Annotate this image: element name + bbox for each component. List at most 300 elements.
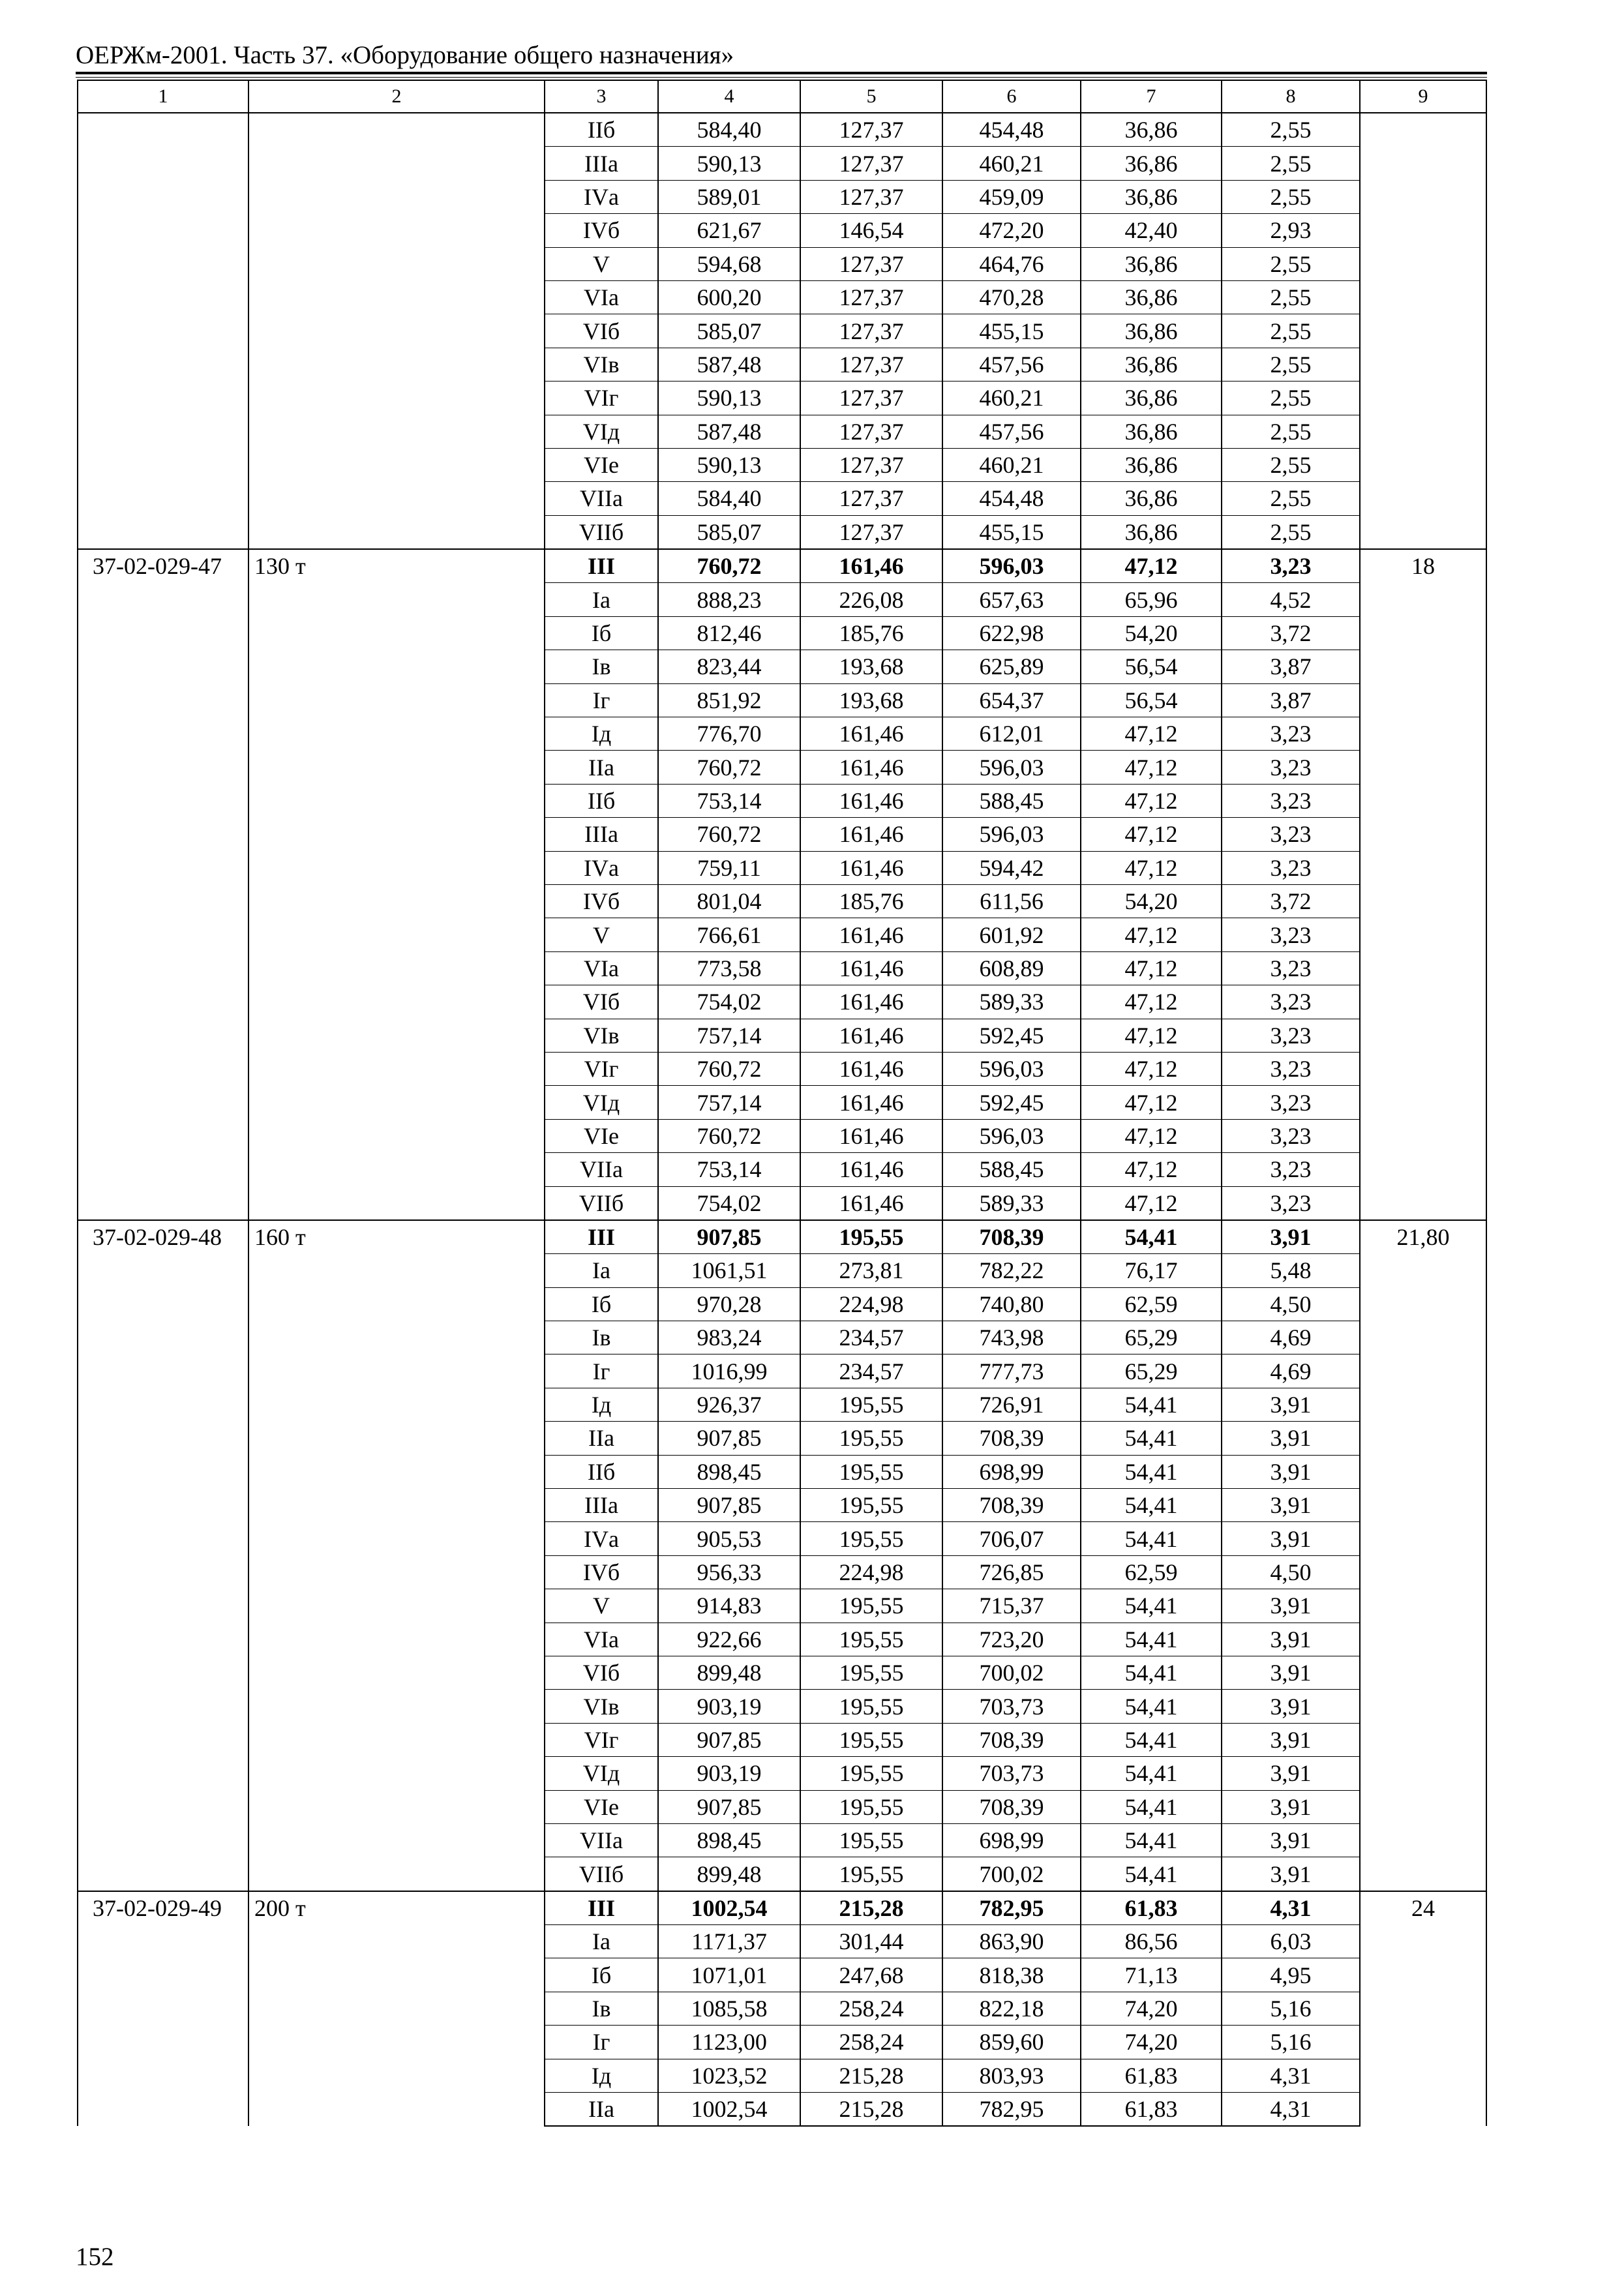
value-cell: 74,20 (1081, 2026, 1222, 2059)
value-cell: 234,57 (800, 1354, 942, 1388)
value-cell: 708,39 (942, 1790, 1081, 1823)
zone-cell: Iг (545, 683, 658, 717)
value-cell: 3,23 (1222, 918, 1360, 951)
value-cell: 56,54 (1081, 650, 1222, 683)
value-cell: 585,07 (658, 314, 800, 348)
value-cell: 654,37 (942, 683, 1081, 717)
value-cell: 195,55 (800, 1823, 942, 1857)
value-cell: 621,67 (658, 214, 800, 247)
value-cell: 589,33 (942, 985, 1081, 1019)
value-cell: 777,73 (942, 1354, 1081, 1388)
value-cell: 760,72 (658, 1119, 800, 1152)
value-cell: 1016,99 (658, 1354, 800, 1388)
value-cell: 459,09 (942, 180, 1081, 213)
value-cell: 592,45 (942, 1086, 1081, 1119)
value-cell: 3,23 (1222, 784, 1360, 817)
value-cell: 65,29 (1081, 1321, 1222, 1354)
item-code (78, 113, 248, 549)
value-cell: 3,91 (1222, 1690, 1360, 1723)
value-cell: 1171,37 (658, 1925, 800, 1958)
zone-cell: Iд (545, 1388, 658, 1421)
value-cell: 161,46 (800, 1086, 942, 1119)
document-title: ОЕРЖм-2001. Часть 37. «Оборудование общего назначения» (76, 41, 734, 69)
value-cell: 195,55 (800, 1690, 942, 1723)
value-cell: 3,23 (1222, 818, 1360, 851)
column-header: 4 (658, 80, 800, 113)
value-cell: 907,85 (658, 1220, 800, 1254)
value-cell: 4,69 (1222, 1354, 1360, 1388)
value-cell: 588,45 (942, 1153, 1081, 1186)
column-9-value: 18 (1360, 549, 1486, 1220)
value-cell: 601,92 (942, 918, 1081, 951)
value-cell: 2,55 (1222, 415, 1360, 448)
value-cell: 47,12 (1081, 1186, 1222, 1220)
value-cell: 54,41 (1081, 1757, 1222, 1790)
column-header: 7 (1081, 80, 1222, 113)
value-cell: 803,93 (942, 2059, 1081, 2092)
value-cell: 594,42 (942, 851, 1081, 884)
value-cell: 54,41 (1081, 1522, 1222, 1555)
zone-cell: VIв (545, 1690, 658, 1723)
value-cell: 588,45 (942, 784, 1081, 817)
value-cell: 956,33 (658, 1555, 800, 1589)
zone-cell: IIб (545, 784, 658, 817)
zone-cell: V (545, 1589, 658, 1623)
value-cell: 161,46 (800, 549, 942, 583)
zone-cell: IVб (545, 1555, 658, 1589)
value-cell: 36,86 (1081, 280, 1222, 314)
table-body (78, 113, 1486, 2126)
value-cell: 757,14 (658, 1086, 800, 1119)
table-row (78, 1220, 1486, 1254)
value-cell: 195,55 (800, 1455, 942, 1488)
value-cell: 4,50 (1222, 1287, 1360, 1321)
page-number: 152 (76, 2243, 114, 2271)
value-cell: 127,37 (800, 180, 942, 213)
zone-cell: VIIа (545, 482, 658, 515)
value-cell: 2,55 (1222, 247, 1360, 280)
value-cell: 161,46 (800, 1153, 942, 1186)
value-cell: 914,83 (658, 1589, 800, 1623)
value-cell: 36,86 (1081, 314, 1222, 348)
value-cell: 54,20 (1081, 884, 1222, 918)
value-cell: 782,22 (942, 1254, 1081, 1287)
value-cell: 161,46 (800, 784, 942, 817)
value-cell: 161,46 (800, 851, 942, 884)
value-cell: 3,23 (1222, 1153, 1360, 1186)
zone-cell: VIв (545, 1019, 658, 1052)
zone-cell: VIд (545, 1757, 658, 1790)
value-cell: 2,55 (1222, 515, 1360, 549)
value-cell: 611,56 (942, 884, 1081, 918)
value-cell: 47,12 (1081, 1086, 1222, 1119)
value-cell: 195,55 (800, 1388, 942, 1421)
value-cell: 65,29 (1081, 1354, 1222, 1388)
value-cell: 592,45 (942, 1019, 1081, 1052)
value-cell: 54,41 (1081, 1656, 1222, 1689)
value-cell: 127,37 (800, 314, 942, 348)
value-cell: 596,03 (942, 1052, 1081, 1085)
column-header: 8 (1222, 80, 1360, 113)
value-cell: 3,23 (1222, 751, 1360, 784)
value-cell: 700,02 (942, 1857, 1081, 1891)
value-cell: 161,46 (800, 1186, 942, 1220)
value-cell: 823,44 (658, 650, 800, 683)
value-cell: 859,60 (942, 2026, 1081, 2059)
value-cell: 970,28 (658, 1287, 800, 1321)
value-cell: 54,41 (1081, 1388, 1222, 1421)
value-cell: 36,86 (1081, 247, 1222, 280)
value-cell: 161,46 (800, 818, 942, 851)
value-cell: 776,70 (658, 717, 800, 751)
value-cell: 74,20 (1081, 1992, 1222, 2025)
value-cell: 161,46 (800, 1019, 942, 1052)
value-cell: 708,39 (942, 1723, 1081, 1756)
value-cell: 3,91 (1222, 1723, 1360, 1756)
value-cell: 127,37 (800, 382, 942, 415)
column-header: 5 (800, 80, 942, 113)
zone-cell: VIе (545, 1790, 658, 1823)
column-9-value (1360, 113, 1486, 549)
value-cell: 457,56 (942, 415, 1081, 448)
value-cell: 594,68 (658, 247, 800, 280)
value-cell: 743,98 (942, 1321, 1081, 1354)
value-cell: 818,38 (942, 1958, 1081, 1992)
value-cell: 472,20 (942, 214, 1081, 247)
zone-cell: VIа (545, 280, 658, 314)
value-cell: 3,91 (1222, 1220, 1360, 1254)
column-9-value: 24 (1360, 1891, 1486, 2127)
value-cell: 1123,00 (658, 2026, 800, 2059)
value-cell: 215,28 (800, 2059, 942, 2092)
zone-cell: Iг (545, 1354, 658, 1388)
value-cell: 596,03 (942, 1119, 1081, 1152)
zone-cell: VIб (545, 985, 658, 1019)
value-cell: 851,92 (658, 683, 800, 717)
value-cell: 61,83 (1081, 1891, 1222, 1925)
zone-cell: IIа (545, 1422, 658, 1455)
value-cell: 185,76 (800, 884, 942, 918)
value-cell: 36,86 (1081, 180, 1222, 213)
zone-cell: IVа (545, 1522, 658, 1555)
column-header: 2 (248, 80, 545, 113)
zone-cell: VIа (545, 1623, 658, 1656)
value-cell: 3,23 (1222, 951, 1360, 985)
header-rule-thin (76, 77, 1487, 78)
value-cell: 4,95 (1222, 1958, 1360, 1992)
value-cell: 926,37 (658, 1388, 800, 1421)
value-cell: 454,48 (942, 113, 1081, 147)
value-cell: 907,85 (658, 1422, 800, 1455)
value-cell: 127,37 (800, 448, 942, 481)
zone-cell: VIв (545, 348, 658, 381)
value-cell: 600,20 (658, 280, 800, 314)
value-cell: 62,59 (1081, 1287, 1222, 1321)
zone-cell: IIIа (545, 147, 658, 180)
zone-cell: VIе (545, 448, 658, 481)
zone-cell: Iа (545, 1254, 658, 1287)
value-cell: 460,21 (942, 147, 1081, 180)
value-cell: 195,55 (800, 1790, 942, 1823)
zone-cell: VIг (545, 382, 658, 415)
value-cell: 36,86 (1081, 515, 1222, 549)
value-cell: 715,37 (942, 1589, 1081, 1623)
value-cell: 708,39 (942, 1220, 1081, 1254)
value-cell: 3,91 (1222, 1823, 1360, 1857)
value-cell: 1061,51 (658, 1254, 800, 1287)
value-cell: 766,61 (658, 918, 800, 951)
value-cell: 726,85 (942, 1555, 1081, 1589)
value-cell: 2,55 (1222, 280, 1360, 314)
value-cell: 47,12 (1081, 549, 1222, 583)
value-cell: 3,91 (1222, 1623, 1360, 1656)
value-cell: 596,03 (942, 751, 1081, 784)
value-cell: 460,21 (942, 448, 1081, 481)
zone-cell: VIг (545, 1723, 658, 1756)
zone-cell: VIб (545, 1656, 658, 1689)
value-cell: 3,23 (1222, 1119, 1360, 1152)
value-cell: 47,12 (1081, 1019, 1222, 1052)
value-cell: 247,68 (800, 1958, 942, 1992)
value-cell: 3,91 (1222, 1656, 1360, 1689)
zone-cell: Iб (545, 1958, 658, 1992)
value-cell: 47,12 (1081, 851, 1222, 884)
zone-cell: VIе (545, 1119, 658, 1152)
zone-cell: IIIа (545, 1489, 658, 1522)
column-number-row (78, 80, 1486, 113)
value-cell: 146,54 (800, 214, 942, 247)
value-cell: 127,37 (800, 280, 942, 314)
value-cell: 54,41 (1081, 1857, 1222, 1891)
zone-cell: V (545, 918, 658, 951)
zone-cell: III (545, 1220, 658, 1254)
zone-cell: IVа (545, 851, 658, 884)
value-cell: 907,85 (658, 1790, 800, 1823)
value-cell: 2,55 (1222, 113, 1360, 147)
zone-cell: IVб (545, 214, 658, 247)
value-cell: 898,45 (658, 1455, 800, 1488)
zone-cell: IVб (545, 884, 658, 918)
value-cell: 3,91 (1222, 1790, 1360, 1823)
zone-cell: VIIа (545, 1823, 658, 1857)
value-cell: 587,48 (658, 415, 800, 448)
value-cell: 703,73 (942, 1690, 1081, 1723)
value-cell: 584,40 (658, 113, 800, 147)
value-cell: 903,19 (658, 1757, 800, 1790)
value-cell: 54,41 (1081, 1623, 1222, 1656)
value-cell: 71,13 (1081, 1958, 1222, 1992)
value-cell: 622,98 (942, 616, 1081, 650)
value-cell: 2,55 (1222, 180, 1360, 213)
value-cell: 457,56 (942, 348, 1081, 381)
value-cell: 1071,01 (658, 1958, 800, 1992)
value-cell: 127,37 (800, 147, 942, 180)
zone-cell: VIIа (545, 1153, 658, 1186)
zone-cell: Iв (545, 1321, 658, 1354)
value-cell: 195,55 (800, 1489, 942, 1522)
value-cell: 2,55 (1222, 482, 1360, 515)
value-cell: 898,45 (658, 1823, 800, 1857)
value-cell: 127,37 (800, 247, 942, 280)
value-cell: 708,39 (942, 1489, 1081, 1522)
value-cell: 703,73 (942, 1757, 1081, 1790)
column-9-value: 21,80 (1360, 1220, 1486, 1891)
value-cell: 590,13 (658, 147, 800, 180)
value-cell: 899,48 (658, 1656, 800, 1689)
value-cell: 127,37 (800, 113, 942, 147)
value-cell: 185,76 (800, 616, 942, 650)
value-cell: 822,18 (942, 1992, 1081, 2025)
value-cell: 470,28 (942, 280, 1081, 314)
value-cell: 61,83 (1081, 2093, 1222, 2127)
value-cell: 47,12 (1081, 951, 1222, 985)
value-cell: 4,31 (1222, 2059, 1360, 2092)
value-cell: 3,23 (1222, 549, 1360, 583)
value-cell: 195,55 (800, 1723, 942, 1756)
value-cell: 590,13 (658, 448, 800, 481)
item-name: 200 т (248, 1891, 545, 2127)
item-name: 160 т (248, 1220, 545, 1891)
zone-cell: Iд (545, 2059, 658, 2092)
column-header: 3 (545, 80, 658, 113)
value-cell: 3,91 (1222, 1422, 1360, 1455)
item-code: 37-02-029-48 (78, 1220, 248, 1891)
value-cell: 2,55 (1222, 314, 1360, 348)
value-cell: 56,54 (1081, 683, 1222, 717)
value-cell: 760,72 (658, 549, 800, 583)
value-cell: 760,72 (658, 751, 800, 784)
value-cell: 54,41 (1081, 1455, 1222, 1488)
value-cell: 226,08 (800, 583, 942, 616)
value-cell: 863,90 (942, 1925, 1081, 1958)
zone-cell: Iа (545, 583, 658, 616)
value-cell: 3,87 (1222, 683, 1360, 717)
zone-cell: IIб (545, 1455, 658, 1488)
value-cell: 36,86 (1081, 382, 1222, 415)
zone-cell: III (545, 1891, 658, 1925)
value-cell: 273,81 (800, 1254, 942, 1287)
value-cell: 3,87 (1222, 650, 1360, 683)
value-cell: 3,23 (1222, 1052, 1360, 1085)
value-cell: 161,46 (800, 1119, 942, 1152)
zone-cell: VIб (545, 314, 658, 348)
value-cell: 2,55 (1222, 348, 1360, 381)
item-code: 37-02-029-47 (78, 549, 248, 1220)
value-cell: 54,41 (1081, 1589, 1222, 1623)
value-cell: 983,24 (658, 1321, 800, 1354)
value-cell: 47,12 (1081, 717, 1222, 751)
value-cell: 86,56 (1081, 1925, 1222, 1958)
value-cell: 47,12 (1081, 1119, 1222, 1152)
value-cell: 2,55 (1222, 448, 1360, 481)
header-rule-thick (76, 72, 1487, 74)
value-cell: 698,99 (942, 1455, 1081, 1488)
value-cell: 3,91 (1222, 1522, 1360, 1555)
value-cell: 754,02 (658, 1186, 800, 1220)
zone-cell: VIд (545, 415, 658, 448)
zone-cell: IVа (545, 180, 658, 213)
value-cell: 773,58 (658, 951, 800, 985)
value-cell: 5,48 (1222, 1254, 1360, 1287)
value-cell: 587,48 (658, 348, 800, 381)
value-cell: 464,76 (942, 247, 1081, 280)
value-cell: 596,03 (942, 549, 1081, 583)
value-cell: 36,86 (1081, 113, 1222, 147)
value-cell: 753,14 (658, 1153, 800, 1186)
value-cell: 195,55 (800, 1623, 942, 1656)
value-cell: 161,46 (800, 918, 942, 951)
zone-cell: VIIб (545, 1857, 658, 1891)
value-cell: 899,48 (658, 1857, 800, 1891)
value-cell: 215,28 (800, 2093, 942, 2127)
value-cell: 62,59 (1081, 1555, 1222, 1589)
value-cell: 759,11 (658, 851, 800, 884)
value-cell: 224,98 (800, 1287, 942, 1321)
value-cell: 54,41 (1081, 1489, 1222, 1522)
value-cell: 3,91 (1222, 1857, 1360, 1891)
value-cell: 161,46 (800, 951, 942, 985)
value-cell: 47,12 (1081, 985, 1222, 1019)
value-cell: 3,23 (1222, 1086, 1360, 1119)
item-name (248, 113, 545, 549)
value-cell: 54,41 (1081, 1723, 1222, 1756)
item-code: 37-02-029-49 (78, 1891, 248, 2127)
value-cell: 907,85 (658, 1723, 800, 1756)
zone-cell: Iв (545, 650, 658, 683)
zone-cell: V (545, 247, 658, 280)
table-row (78, 549, 1486, 583)
value-cell: 54,41 (1081, 1690, 1222, 1723)
value-cell: 36,86 (1081, 348, 1222, 381)
zone-cell: VIIб (545, 515, 658, 549)
zone-cell: Iб (545, 1287, 658, 1321)
value-cell: 47,12 (1081, 1052, 1222, 1085)
value-cell: 161,46 (800, 717, 942, 751)
column-header: 1 (78, 80, 248, 113)
value-cell: 4,31 (1222, 2093, 1360, 2127)
value-cell: 3,91 (1222, 1455, 1360, 1488)
value-cell: 195,55 (800, 1656, 942, 1689)
value-cell: 161,46 (800, 751, 942, 784)
value-cell: 6,03 (1222, 1925, 1360, 1958)
value-cell: 195,55 (800, 1857, 942, 1891)
value-cell: 907,85 (658, 1489, 800, 1522)
value-cell: 193,68 (800, 683, 942, 717)
zone-cell: IIб (545, 113, 658, 147)
value-cell: 2,93 (1222, 214, 1360, 247)
value-cell: 195,55 (800, 1220, 942, 1254)
value-cell: 812,46 (658, 616, 800, 650)
value-cell: 760,72 (658, 818, 800, 851)
value-cell: 3,91 (1222, 1489, 1360, 1522)
value-cell: 195,55 (800, 1589, 942, 1623)
value-cell: 3,72 (1222, 616, 1360, 650)
value-cell: 753,14 (658, 784, 800, 817)
value-cell: 625,89 (942, 650, 1081, 683)
value-cell: 54,41 (1081, 1422, 1222, 1455)
value-cell: 3,91 (1222, 1388, 1360, 1421)
value-cell: 740,80 (942, 1287, 1081, 1321)
value-cell: 700,02 (942, 1656, 1081, 1689)
item-name: 130 т (248, 549, 545, 1220)
value-cell: 5,16 (1222, 2026, 1360, 2059)
value-cell: 4,50 (1222, 1555, 1360, 1589)
value-cell: 195,55 (800, 1422, 942, 1455)
value-cell: 54,20 (1081, 616, 1222, 650)
value-cell: 36,86 (1081, 448, 1222, 481)
value-cell: 127,37 (800, 482, 942, 515)
value-cell: 36,86 (1081, 147, 1222, 180)
